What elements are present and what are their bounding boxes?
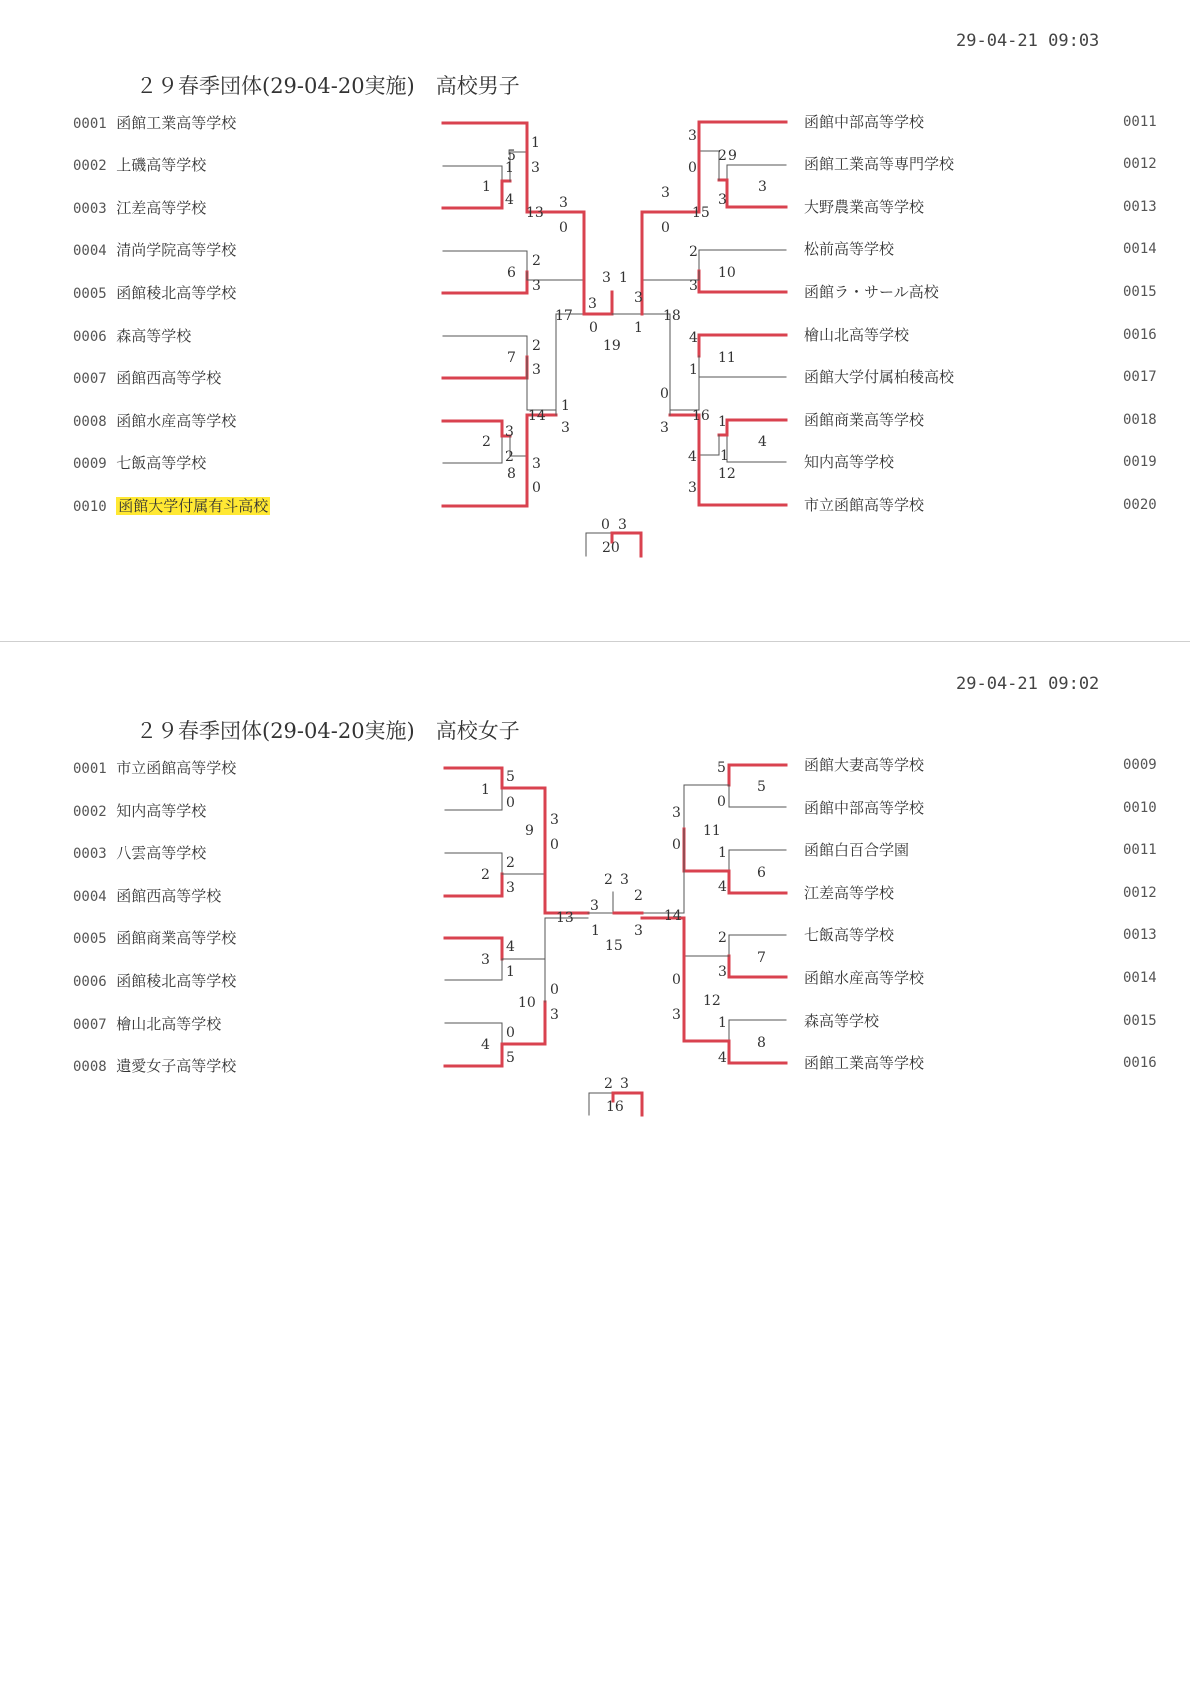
boys-title: ２９春季団体(29-04-20実施) 高校男子 (136, 74, 520, 98)
girls-score: 2 (506, 855, 515, 871)
girls-left-team-3: 0003 八雲高等学校 (73, 844, 207, 862)
boys-score: 3 (660, 420, 669, 436)
boys-right-code-9: 0019 (1123, 454, 1157, 470)
boys-match-15: 15 (692, 205, 710, 221)
boys-score: 3 (505, 424, 514, 440)
girls-score: 1 (718, 1015, 727, 1031)
boys-right-code-10: 0020 (1123, 497, 1157, 513)
boys-right-team-7: 函館大学付属柏稜高校 (804, 368, 955, 386)
boys-match-5: 5 (507, 148, 516, 164)
girls-match-1: 1 (481, 782, 490, 798)
boys-right-team-4: 松前高等学校 (804, 240, 895, 258)
boys-left-team-3: 0003 江差高等学校 (73, 199, 207, 217)
boys-timestamp: 29-04-21 09:03 (956, 31, 1100, 51)
girls-right-team-8: 函館工業高等学校 (804, 1054, 925, 1072)
girls-score: 0 (672, 972, 681, 988)
boys-score: 3 (559, 195, 568, 211)
boys-score: 1 (720, 448, 729, 464)
boys-score: 0 (661, 220, 670, 236)
boys-left-team-5: 0005 函館稜北高等学校 (73, 284, 237, 302)
boys-left-team-4: 0004 清尚学院高等学校 (73, 241, 237, 259)
girls-score: 2 (604, 1076, 613, 1092)
girls-left-team-1: 0001 市立函館高等学校 (73, 759, 237, 777)
boys-score: 0 (589, 320, 598, 336)
boys-score: 1 (634, 320, 643, 336)
boys-match-2: 2 (482, 434, 491, 450)
girls-score: 3 (506, 880, 515, 896)
girls-score: 0 (506, 1025, 515, 1041)
boys-score: 1 (561, 398, 570, 414)
boys-match-12: 12 (718, 466, 736, 482)
boys-score: 3 (718, 192, 727, 208)
girls-match-9: 9 (525, 823, 534, 839)
girls-match-8: 8 (757, 1035, 766, 1051)
girls-right-code-4: 0012 (1123, 885, 1157, 901)
boys-right-team-9: 知内高等学校 (804, 453, 895, 471)
boys-score: 4 (689, 330, 698, 346)
boys-score: 2 (532, 253, 541, 269)
boys-match-16: 16 (692, 408, 710, 424)
boys-right-team-3: 大野農業高等学校 (804, 198, 925, 216)
girls-score: 5 (506, 1050, 515, 1066)
girls-score: 5 (506, 769, 515, 785)
girls-match-12: 12 (703, 993, 721, 1009)
boys-score: 1 (689, 362, 698, 378)
boys-match-4: 4 (758, 434, 767, 450)
girls-score: 3 (634, 923, 643, 939)
boys-score: 3 (688, 128, 697, 144)
boys-match-8: 8 (507, 466, 516, 482)
boys-score: 3 (602, 270, 611, 286)
boys-score: 0 (601, 517, 610, 533)
boys-match-1: 1 (482, 179, 491, 195)
girls-score: 0 (550, 837, 559, 853)
girls-match-6: 6 (757, 865, 766, 881)
boys-match-7: 7 (507, 350, 516, 366)
boys-left-team-1: 0001 函館工業高等学校 (73, 114, 237, 132)
girls-right-team-4: 江差高等学校 (804, 884, 895, 902)
girls-right-team-2: 函館中部高等学校 (804, 799, 925, 817)
boys-right-code-6: 0016 (1123, 327, 1157, 343)
boys-score: 3 (588, 296, 597, 312)
boys-right-team-2: 函館工業高等専門学校 (804, 155, 955, 173)
girls-score: 3 (672, 1007, 681, 1023)
boys-right-team-6: 檜山北高等学校 (804, 326, 910, 344)
boys-score: 0 (532, 480, 541, 496)
girls-left-team-7: 0007 檜山北高等学校 (73, 1015, 222, 1033)
boys-score: 3 (634, 290, 643, 306)
boys-right-code-7: 0017 (1123, 369, 1157, 385)
girls-score: 1 (718, 845, 727, 861)
girls-score: 4 (718, 1050, 727, 1066)
boys-right-code-2: 0012 (1123, 156, 1157, 172)
girls-score: 0 (550, 982, 559, 998)
girls-score: 1 (506, 964, 515, 980)
girls-left-team-6: 0006 函館稜北高等学校 (73, 972, 237, 990)
girls-score: 3 (550, 1007, 559, 1023)
boys-score: 3 (532, 362, 541, 378)
girls-right-team-5: 七飯高等学校 (804, 926, 895, 944)
boys-right-team-10: 市立函館高等学校 (804, 496, 925, 514)
girls-score: 3 (620, 872, 629, 888)
boys-score: 2 (532, 338, 541, 354)
girls-title: ２９春季団体(29-04-20実施) 高校女子 (136, 719, 520, 743)
girls-right-team-7: 森高等学校 (804, 1012, 880, 1030)
boys-left-team-7: 0007 函館西高等学校 (73, 369, 222, 387)
boys-score: 0 (559, 220, 568, 236)
boys-right-code-3: 0013 (1123, 199, 1157, 215)
boys-match-10: 10 (718, 265, 736, 281)
girls-match-2: 2 (481, 867, 490, 883)
girls-match-16: 16 (606, 1099, 624, 1115)
girls-score: 5 (717, 760, 726, 776)
girls-score: 3 (718, 964, 727, 980)
girls-left-team-4: 0004 函館西高等学校 (73, 887, 222, 905)
boys-score: 1 (718, 414, 727, 430)
girls-right-team-6: 函館水産高等学校 (804, 969, 925, 987)
boys-right-code-8: 0018 (1123, 412, 1157, 428)
boys-score: 1 (531, 135, 540, 151)
girls-left-team-2: 0002 知内高等学校 (73, 802, 207, 820)
boys-left-team-6: 0006 森高等学校 (73, 327, 192, 345)
girls-score: 4 (718, 879, 727, 895)
boys-match-14: 14 (528, 408, 546, 424)
girls-score: 3 (550, 812, 559, 828)
boys-match-18: 18 (663, 308, 681, 324)
boys-right-code-5: 0015 (1123, 284, 1157, 300)
girls-score: 0 (506, 795, 515, 811)
girls-match-10: 10 (518, 995, 536, 1011)
boys-score: 3 (661, 185, 670, 201)
boys-score: 0 (660, 386, 669, 402)
girls-score: 3 (620, 1076, 629, 1092)
girls-match-14: 14 (664, 908, 682, 924)
girls-right-code-2: 0010 (1123, 800, 1157, 816)
girls-right-code-7: 0015 (1123, 1013, 1157, 1029)
boys-score: 1 (619, 270, 628, 286)
boys-score: 1 (505, 160, 514, 176)
boys-score: 3 (532, 278, 541, 294)
girls-right-code-5: 0013 (1123, 927, 1157, 943)
boys-match-20: 20 (602, 540, 620, 556)
boys-right-code-4: 0014 (1123, 241, 1157, 257)
girls-score: 2 (604, 872, 613, 888)
girls-match-5: 5 (757, 779, 766, 795)
boys-score: 3 (618, 517, 627, 533)
boys-left-team-10: 0010 函館大学付属有斗高校 (73, 497, 269, 515)
boys-score: 2 (505, 449, 514, 465)
girls-score: 3 (672, 805, 681, 821)
boys-match-6: 6 (507, 265, 516, 281)
girls-right-team-1: 函館大妻高等学校 (804, 756, 925, 774)
girls-score: 4 (506, 939, 515, 955)
girls-left-team-5: 0005 函館商業高等学校 (73, 929, 237, 947)
girls-right-code-1: 0009 (1123, 757, 1157, 773)
girls-score: 2 (718, 930, 727, 946)
boys-score: 4 (688, 449, 697, 465)
girls-score: 2 (634, 888, 643, 904)
girls-score: 1 (591, 923, 600, 939)
girls-match-13: 13 (556, 910, 574, 926)
boys-score: 4 (505, 192, 514, 208)
girls-match-3: 3 (481, 952, 490, 968)
girls-right-code-6: 0014 (1123, 970, 1157, 986)
girls-match-7: 7 (757, 950, 766, 966)
girls-left-team-8: 0008 遺愛女子高等学校 (73, 1057, 237, 1075)
boys-match-13: 13 (526, 205, 544, 221)
boys-match-19: 19 (603, 338, 621, 354)
boys-left-team-8: 0008 函館水産高等学校 (73, 412, 237, 430)
boys-score: 2 (718, 148, 727, 164)
boys-score: 3 (532, 456, 541, 472)
boys-match-9: 9 (728, 148, 737, 164)
boys-match-17: 17 (555, 308, 573, 324)
boys-score: 2 (689, 244, 698, 260)
girls-match-11: 11 (703, 823, 721, 839)
boys-right-team-8: 函館商業高等学校 (804, 411, 925, 429)
boys-left-team-2: 0002 上磯高等学校 (73, 156, 207, 174)
girls-score: 0 (717, 794, 726, 810)
girls-score: 3 (590, 898, 599, 914)
boys-match-11: 11 (718, 350, 736, 366)
girls-right-team-3: 函館白百合学園 (804, 841, 910, 859)
boys-score: 3 (688, 480, 697, 496)
boys-left-team-9: 0009 七飯高等学校 (73, 454, 207, 472)
girls-match-15: 15 (605, 938, 623, 954)
girls-timestamp: 29-04-21 09:02 (956, 674, 1100, 694)
boys-score: 3 (561, 420, 570, 436)
girls-right-code-3: 0011 (1123, 842, 1157, 858)
boys-right-code-1: 0011 (1123, 114, 1157, 130)
girls-match-4: 4 (481, 1037, 490, 1053)
boys-score: 0 (688, 160, 697, 176)
boys-right-team-5: 函館ラ・サール高校 (804, 283, 939, 301)
girls-right-code-8: 0016 (1123, 1055, 1157, 1071)
boys-right-team-1: 函館中部高等学校 (804, 113, 925, 131)
girls-score: 0 (672, 837, 681, 853)
boys-match-3: 3 (758, 179, 767, 195)
boys-score: 3 (689, 278, 698, 294)
highlighted-team-name: 函館大学付属有斗高校 (118, 497, 269, 515)
boys-score: 3 (531, 160, 540, 176)
